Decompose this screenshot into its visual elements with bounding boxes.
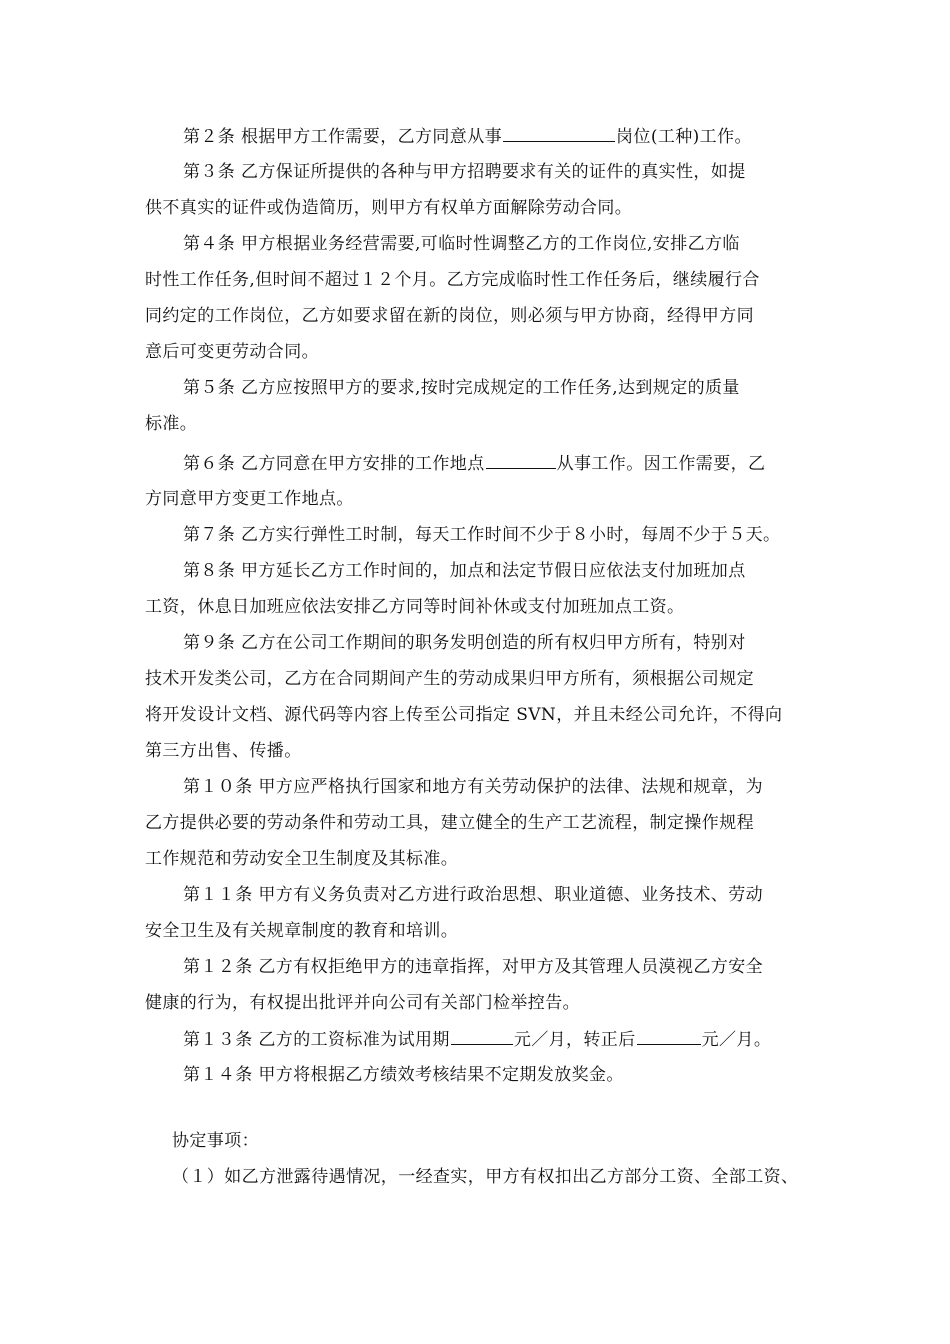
article-2: 第２条 根据甲方工作需要，乙方同意从事 岗位(工种)工作。 <box>183 124 853 148</box>
position-blank[interactable] <box>503 124 615 142</box>
article-14: 第１４条 甲方将根据乙方绩效考核结果不定期发放奖金。 <box>183 1065 624 1085</box>
article-8-cont: 工资，休息日加班应依法安排乙方同等时间补休或支付加班加点工资。 <box>145 597 685 617</box>
article-4-cont-2: 同约定的工作岗位，乙方如要求留在新的岗位，则必须与甲方协商，经得甲方同 <box>145 306 754 326</box>
article-4-cont-1: 时性工作任务,但时间不超过１２个月。乙方完成临时性工作任务后，继续履行合 <box>145 270 760 290</box>
article-10: 第１０条 甲方应严格执行国家和地方有关劳动保护的法律、法规和规章，为 <box>183 777 764 797</box>
article-12: 第１２条 乙方有权拒绝甲方的违章指挥，对甲方及其管理人员漠视乙方安全 <box>183 957 764 977</box>
article-11-cont: 安全卫生及有关规章制度的教育和培训。 <box>145 921 459 941</box>
article-13: 第１３条 乙方的工资标准为试用期 元／月，转正后 元／月。 <box>183 1027 853 1051</box>
article-11: 第１１条 甲方有义务负责对乙方进行政治思想、职业道德、业务技术、劳动 <box>183 885 764 905</box>
article-4-cont-3: 意后可变更劳动合同。 <box>145 342 319 362</box>
article-5: 第５条 乙方应按照甲方的要求,按时完成规定的工作任务,达到规定的质量 <box>183 378 740 398</box>
agreed-item-1: （１）如乙方泄露待遇情况，一经查实，甲方有权扣出乙方部分工资、全部工资、 <box>172 1167 799 1187</box>
article-12-cont: 健康的行为，有权提出批评并向公司有关部门检举控告。 <box>145 993 580 1013</box>
article-3: 第３条 乙方保证所提供的各种与甲方招聘要求有关的证件的真实性，如提 <box>183 162 746 182</box>
regular-salary-blank[interactable] <box>637 1027 701 1045</box>
article-9-cont-3: 第三方出售、传播。 <box>145 741 302 761</box>
article-7: 第７条 乙方实行弹性工时制，每天工作时间不少于８小时，每周不少于５天。 <box>183 525 781 545</box>
probation-salary-blank[interactable] <box>451 1027 513 1045</box>
article-8: 第８条 甲方延长乙方工作时间的，加点和法定节假日应依法支付加班加点 <box>183 561 746 581</box>
article-3-cont: 供不真实的证件或伪造简历，则甲方有权单方面解除劳动合同。 <box>145 198 633 218</box>
article-6-cont: 方同意甲方变更工作地点。 <box>145 489 354 509</box>
article-9: 第９条 乙方在公司工作期间的职务发明创造的所有权归甲方所有，特别对 <box>183 633 746 653</box>
article-9-cont-2: 将开发设计文档、源代码等内容上传至公司指定 SVN，并且未经公司允许，不得向 <box>145 705 783 725</box>
article-10-cont-2: 工作规范和劳动安全卫生制度及其标准。 <box>145 849 459 869</box>
work-location-blank[interactable] <box>486 451 556 469</box>
article-10-cont-1: 乙方提供必要的劳动条件和劳动工具，建立健全的生产工艺流程，制定操作规程 <box>145 813 754 833</box>
article-4: 第４条 甲方根据业务经营需要,可临时性调整乙方的工作岗位,安排乙方临 <box>183 234 740 254</box>
article-9-cont-1: 技术开发类公司，乙方在合同期间产生的劳动成果归甲方所有，须根据公司规定 <box>145 669 754 689</box>
article-5-cont: 标准。 <box>145 414 198 434</box>
agreed-matters-heading: 协定事项： <box>172 1131 259 1151</box>
article-6: 第６条 乙方同意在甲方安排的工作地点 从事工作。因工作需要，乙 <box>183 451 853 475</box>
